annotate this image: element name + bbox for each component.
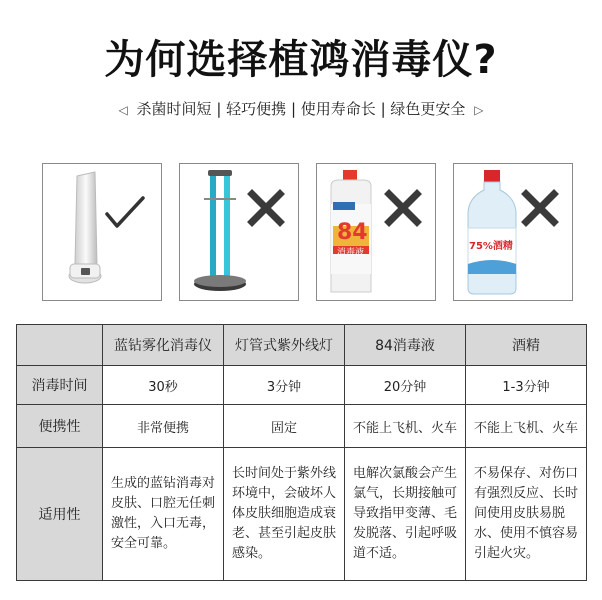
table-header: 84消毒液 xyxy=(345,325,466,366)
comparison-table xyxy=(16,324,587,581)
bottle-label-84: 84 xyxy=(337,220,368,245)
table-header: 蓝钻雾化消毒仪 xyxy=(103,325,224,366)
feature-item: 轻巧便携 xyxy=(226,100,287,118)
table-cell: 不易保存、对伤口有强烈反应、长时间使用皮肤易脱水、使用不慎容易引起火灾。 xyxy=(466,448,587,581)
product-card-alcohol xyxy=(453,163,573,301)
feature-item: 杀菌时间短 xyxy=(136,100,212,118)
table-header-row xyxy=(17,325,587,366)
cross-icon xyxy=(246,188,286,228)
table-cell: 1-3分钟 xyxy=(466,366,587,405)
uv-lamp-image xyxy=(180,164,298,300)
feature-item: 绿色更安全 xyxy=(390,100,466,118)
table-cell: 20分钟 xyxy=(345,366,466,405)
row-label: 便携性 xyxy=(17,405,103,448)
row-label: 消毒时间 xyxy=(17,366,103,405)
feature-tagline xyxy=(0,98,602,119)
product-card-84-disinfectant xyxy=(316,163,436,301)
table-row xyxy=(17,448,587,581)
table-cell: 3分钟 xyxy=(224,366,345,405)
bottle-label-alcohol: 75%酒精 xyxy=(469,241,513,252)
feature-item: 使用寿命长 xyxy=(300,100,376,118)
separator: | xyxy=(216,100,227,118)
table-cell: 30秒 xyxy=(103,366,224,405)
check-icon xyxy=(103,194,147,230)
product-comparison-images xyxy=(42,163,572,301)
table-cell: 长时间处于紫外线环境中，会破坏人体皮肤细胞造成衰老、甚至引起皮肤感染。 xyxy=(224,448,345,581)
table-cell: 不能上飞机、火车 xyxy=(466,405,587,448)
alcohol-bottle-image xyxy=(454,164,572,300)
page-title: 为何选择植鸿消毒仪? xyxy=(104,37,498,83)
separator: | xyxy=(290,100,301,118)
table-cell: 非常便携 xyxy=(103,405,224,448)
tower-disinfector-image xyxy=(43,164,161,300)
cross-icon xyxy=(520,188,560,228)
table-header: 灯管式紫外线灯 xyxy=(224,325,345,366)
table-header: 酒精 xyxy=(466,325,587,366)
right-arrow-icon: ▷ xyxy=(474,103,484,117)
84-bottle-image xyxy=(317,164,435,300)
table-cell: 电解次氯酸会产生氯气，长期接触可导致指甲变薄、毛发脱落、引起呼吸道不适。 xyxy=(345,448,466,581)
left-arrow-icon: ◁ xyxy=(118,103,128,117)
separator: | xyxy=(380,100,391,118)
table-cell: 生成的蓝钻消毒对皮肤、口腔无任刺激性，入口无毒，安全可靠。 xyxy=(103,448,224,581)
table-cell: 固定 xyxy=(224,405,345,448)
table-cell: 不能上飞机、火车 xyxy=(345,405,466,448)
cross-icon xyxy=(383,188,423,228)
table-row xyxy=(17,405,587,448)
product-card-tower xyxy=(42,163,162,301)
table-row xyxy=(17,366,587,405)
table-header-empty xyxy=(17,325,103,366)
row-label: 适用性 xyxy=(17,448,103,581)
product-card-uv-lamp xyxy=(179,163,299,301)
bottle-label-84-sub: 消毒液 xyxy=(337,248,365,258)
